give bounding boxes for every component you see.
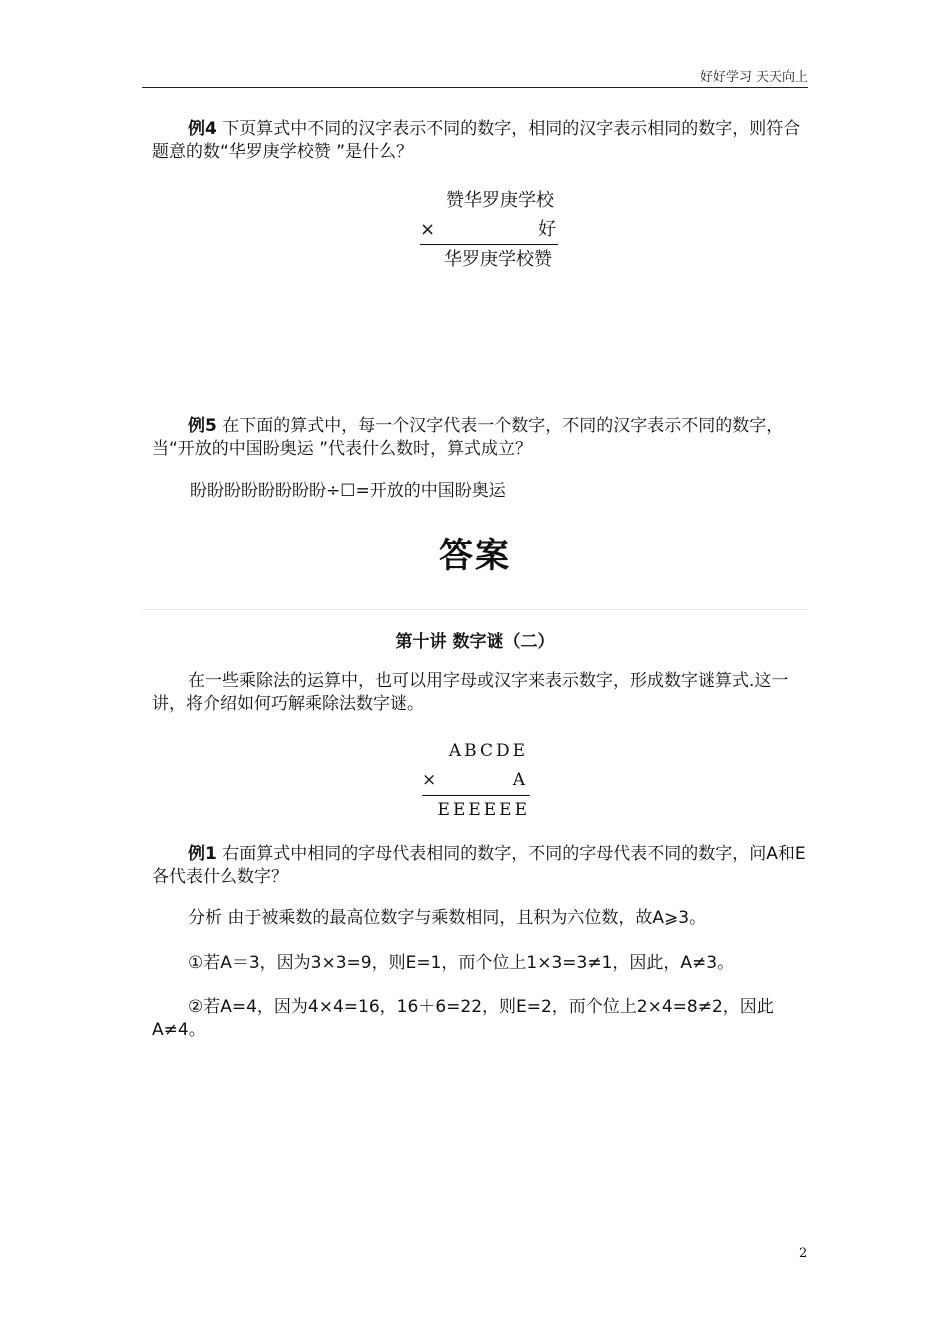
case1-paragraph: ①若A＝3，因为3×3=9，则E=1，而个位上1×3=3≠1，因此，A≠3。 xyxy=(188,953,735,973)
lecture-title: 第十讲 数字谜（二） xyxy=(395,632,555,652)
example5-label: 例5 xyxy=(188,416,217,436)
eq4-multiplier: 好 xyxy=(538,219,556,240)
eq4-product: 华罗庚学校赞 xyxy=(420,244,558,274)
answer-title: 答案 xyxy=(439,536,511,576)
example5-equation: 盼盼盼盼盼盼盼盼÷☐=开放的中国盼奥运 xyxy=(190,481,506,501)
page-number: 2 xyxy=(799,1246,808,1261)
letter-eq-product: EEEEEE xyxy=(422,795,530,825)
analysis-paragraph: 分析 由于被乘数的最高位数字与乘数相同，且积为六位数，故A⩾3。 xyxy=(188,908,707,928)
example1-text: 右面算式中相同的字母代表相同的数字，不同的字母代表不同的数字，问A和E各代表什么数字？ xyxy=(152,844,806,887)
eq4-multiplicand: 赞华罗庚学校 xyxy=(446,190,554,211)
example4-paragraph xyxy=(152,118,812,164)
case2-paragraph: ②若A=4，因为4×4=16，16＋6=22，则E=2，而个位上2×4=8≠2，因此A≠4。 xyxy=(152,997,774,1040)
example4-equation xyxy=(420,186,558,274)
letter-eq-times-sign: × xyxy=(422,770,440,790)
section-divider xyxy=(142,609,808,610)
eq4-times-sign: × xyxy=(420,219,436,240)
eq4-multiplier-row xyxy=(420,215,558,244)
letter-eq-multiplicand: ABCDE xyxy=(448,741,528,761)
example1-label: 例1 xyxy=(188,844,217,864)
example4-label: 例4 xyxy=(188,119,217,139)
page-header: 好好学习 天天向上 xyxy=(699,70,808,85)
letter-eq-multiplier: A xyxy=(512,770,528,790)
example1-paragraph xyxy=(152,843,812,889)
letter-equation xyxy=(422,737,530,825)
letter-eq-multiplier-row xyxy=(422,766,530,795)
example4-text: 下页算式中不同的汉字表示不同的数字，相同的汉字表示相同的数字，则符合题意的数“华罗庚学校赞 ”是什么？ xyxy=(152,119,801,162)
example5-paragraph xyxy=(152,415,812,461)
intro-paragraph: 在一些乘除法的运算中，也可以用字母或汉字来表示数字，形成数字谜算式.这一讲，将介绍如何巧解乘除法数字谜。 xyxy=(152,671,789,714)
header-rule xyxy=(142,87,808,88)
example5-text: 在下面的算式中，每一个汉字代表一个数字，不同的汉字表示不同的数字，当“开放的中国盼奥运 ”代表什么数时，算式成立？ xyxy=(152,416,784,459)
